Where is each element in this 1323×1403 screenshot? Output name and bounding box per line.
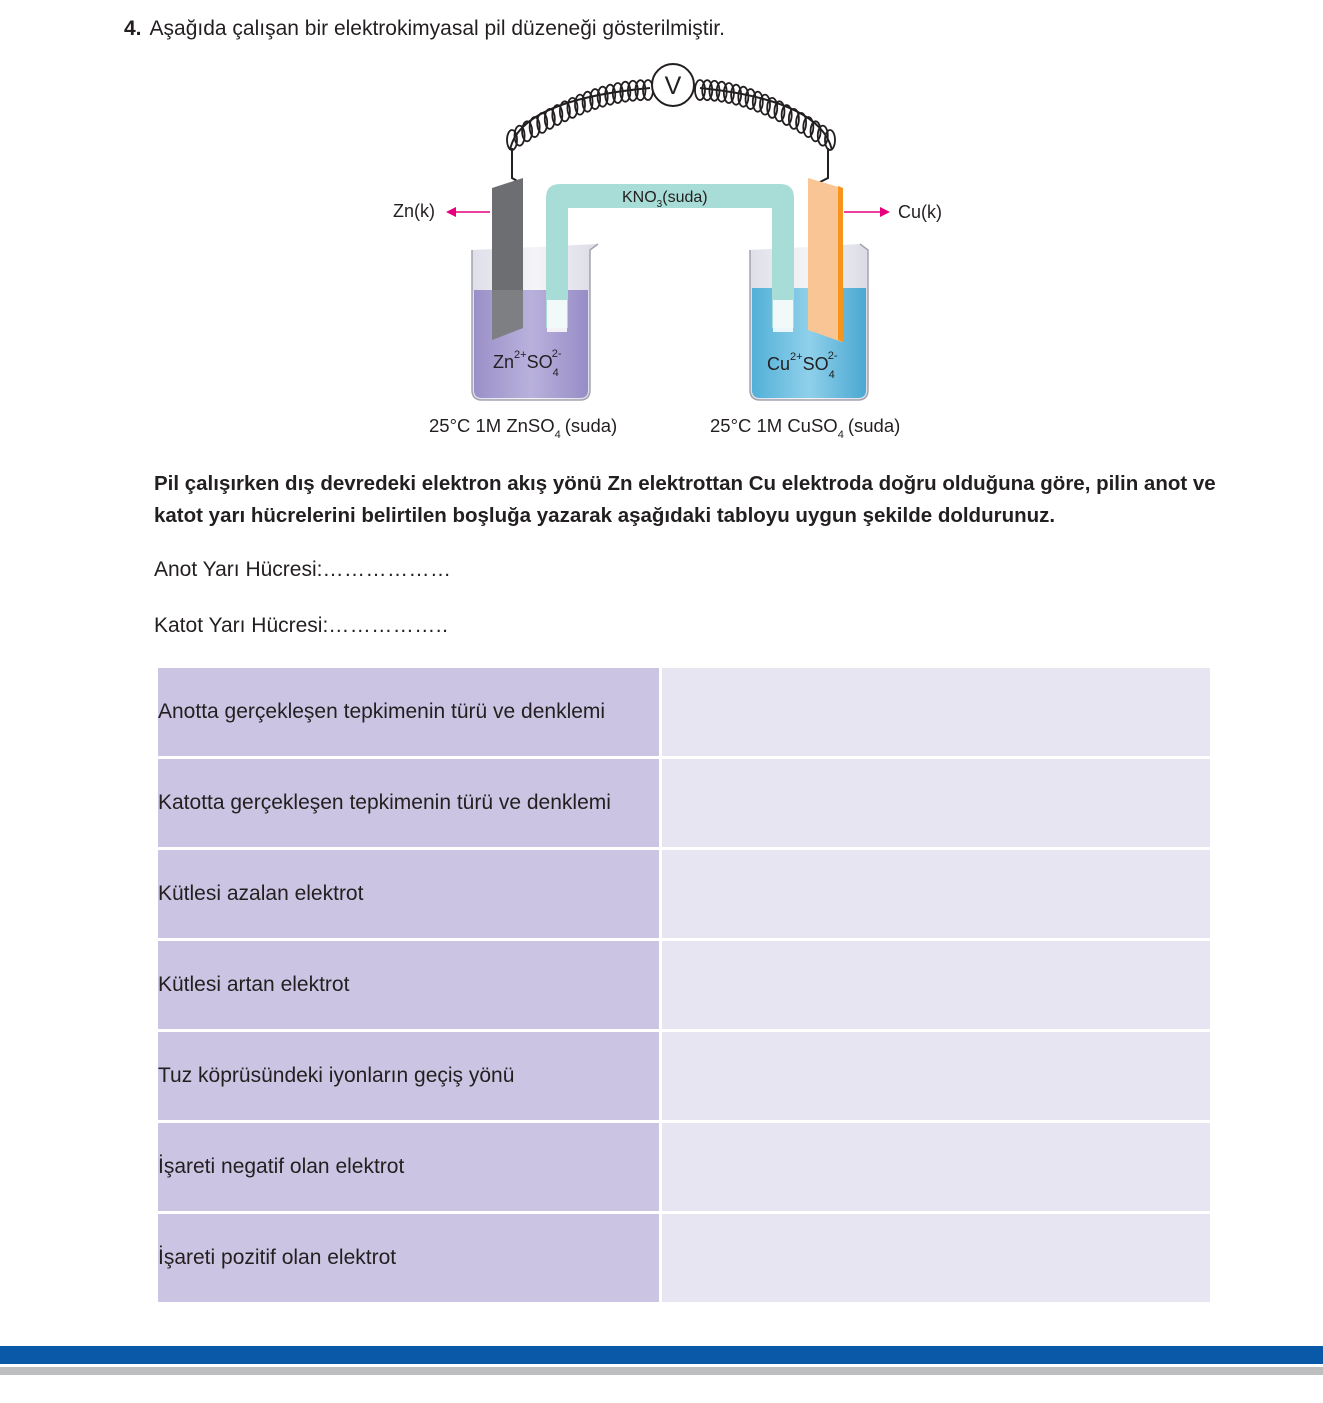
cathode-blank [154, 614, 448, 638]
answer-cell[interactable] [662, 759, 1210, 847]
footer-blue-bar [0, 1346, 1323, 1364]
anode-blank-field[interactable]: ……………… [322, 558, 452, 581]
answer-cell[interactable] [662, 1123, 1210, 1211]
anode-blank [154, 558, 451, 582]
cu-electrode-label: Cu(k) [898, 202, 942, 222]
row-label: Kütlesi azalan elektrot [158, 850, 659, 938]
table-row [158, 850, 1210, 938]
answer-cell[interactable] [662, 1214, 1210, 1302]
row-label: Kütlesi artan elektrot [158, 941, 659, 1029]
table-row [158, 1214, 1210, 1302]
cu-arrow-head [880, 207, 890, 217]
table-row [158, 759, 1210, 847]
table-row [158, 1032, 1210, 1120]
table-row [158, 668, 1210, 756]
cu-electrode [808, 178, 842, 342]
cathode-blank-field[interactable]: …………….. [328, 614, 449, 637]
answer-table [155, 665, 1213, 1305]
answer-cell[interactable] [662, 850, 1210, 938]
salt-bridge-plug-left [547, 300, 567, 332]
zn-electrode-label: Zn(k) [393, 201, 435, 221]
table-row [158, 1123, 1210, 1211]
voltmeter-label: V [664, 72, 682, 100]
anode-blank-label: Anot Yarı Hücresi: [154, 558, 323, 581]
right-solution-label: 25°C 1M CuSO$_4$ (suda) [710, 415, 901, 441]
footer-gray-bar [0, 1367, 1323, 1375]
right-ions: $Cu^{2+}SO_42-$ [767, 350, 838, 381]
table-row [158, 941, 1210, 1029]
left-solution-label: 25°C 1M ZnSO$_4$ (suda) [429, 415, 618, 441]
left-solution [474, 290, 588, 398]
zn-arrow-head [446, 207, 456, 217]
bridge-label: $KNO_3(suda)$ [622, 189, 708, 210]
question-line [124, 17, 725, 41]
answer-cell[interactable] [662, 941, 1210, 1029]
row-label: Anotta gerçekleşen tepkimenin türü ve denklemi [158, 668, 659, 756]
instruction-text: Pil çalışırken dış devredeki elektron akış yönü Zn elektrottan Cu elektroda doğru olduğuna göre, pilin anot ve katot yarı hücrelerini belirtilen boşluğa yazarak aşağıdaki tabloyu uygun şekilde doldurunuz. [154, 472, 1216, 527]
left-ions: $Zn^{2+}SO_42-$ [493, 348, 562, 379]
row-label: Tuz köprüsündeki iyonların geçiş yönü [158, 1032, 659, 1120]
wire-left-lead [512, 148, 519, 182]
answer-cell[interactable] [662, 1032, 1210, 1120]
electrochemical-cell-diagram [380, 60, 960, 450]
salt-bridge-plug-right [773, 300, 793, 332]
question-number: 4. [124, 17, 142, 40]
answer-cell[interactable] [662, 668, 1210, 756]
question-text: Aşağıda çalışan bir elektrokimyasal pil düzeneği gösterilmiştir. [149, 17, 725, 40]
row-label: Katotta gerçekleşen tepkimenin türü ve denklemi [158, 759, 659, 847]
wire-right-lead [820, 148, 828, 182]
row-label: İşareti negatif olan elektrot [158, 1123, 659, 1211]
row-label: İşareti pozitif olan elektrot [158, 1214, 659, 1302]
cathode-blank-label: Katot Yarı Hücresi: [154, 614, 329, 637]
coil-loop [760, 95, 770, 115]
